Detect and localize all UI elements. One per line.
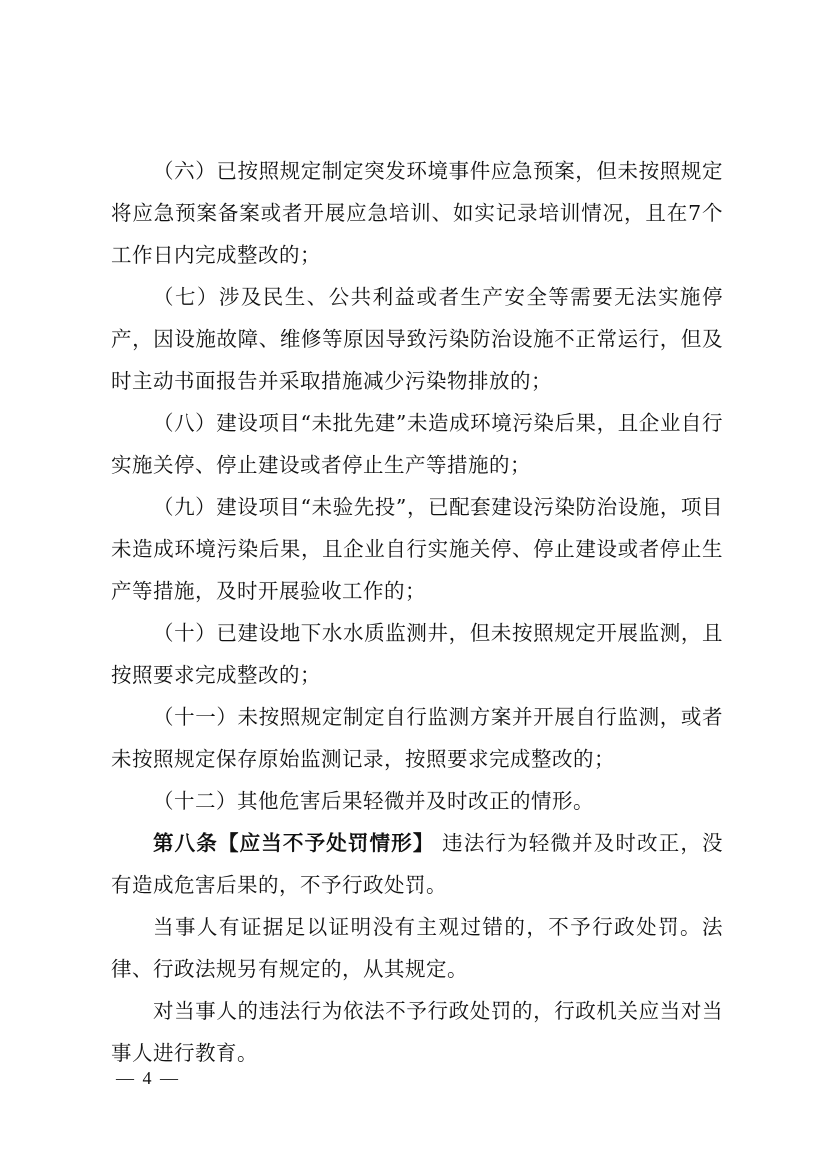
article-8-heading: 第八条【应当不予处罚情形】	[153, 831, 435, 855]
clause-10: （十）已建设地下水水质监测井，但未按照规定开展监测，且按照要求完成整改的；	[111, 621, 723, 687]
clause-12: （十二）其他危害后果轻微并及时改正的情形。	[153, 789, 594, 813]
article-8-paragraph-3: 对当事人的违法行为依法不予行政处罚的，行政机关应当对当事人进行教育。	[111, 999, 723, 1065]
article-8-body: 违法行为轻微并及时改正，没有造成危害后果的，不予行政处罚。	[111, 831, 724, 897]
clause-7: （七）涉及民生、公共利益或者生产安全等需要无法实施停产，因设施故障、维修等原因导致污染防治设施不正常运行，但及时主动书面报告并采取措施减少污染物排放的；	[111, 285, 723, 393]
clause-9: （九）建设项目“未验先投”，已配套建设污染防治设施，项目未造成环境污染后果，且企业自行实施关停、停止建设或者停止生产等措施，及时开展验收工作的；	[111, 495, 723, 603]
clause-11: （十一）未按照规定制定自行监测方案并开展自行监测，或者未按照规定保存原始监测记录，按照要求完成整改的；	[111, 705, 723, 771]
page-number: — 4 —	[116, 1068, 180, 1088]
document-body	[111, 150, 723, 1074]
article-8	[111, 822, 723, 906]
clause-8: （八）建设项目“未批先建”未造成环境污染后果，且企业自行实施关停、停止建设或者停止生产等措施的；	[111, 411, 723, 477]
clause-6: （六）已按照规定制定突发环境事件应急预案，但未按照规定将应急预案备案或者开展应急培训、如实记录培训情况，且在7个工作日内完成整改的；	[111, 159, 723, 267]
article-8-paragraph-2: 当事人有证据足以证明没有主观过错的，不予行政处罚。法律、行政法规另有规定的，从其规定。	[111, 915, 723, 981]
